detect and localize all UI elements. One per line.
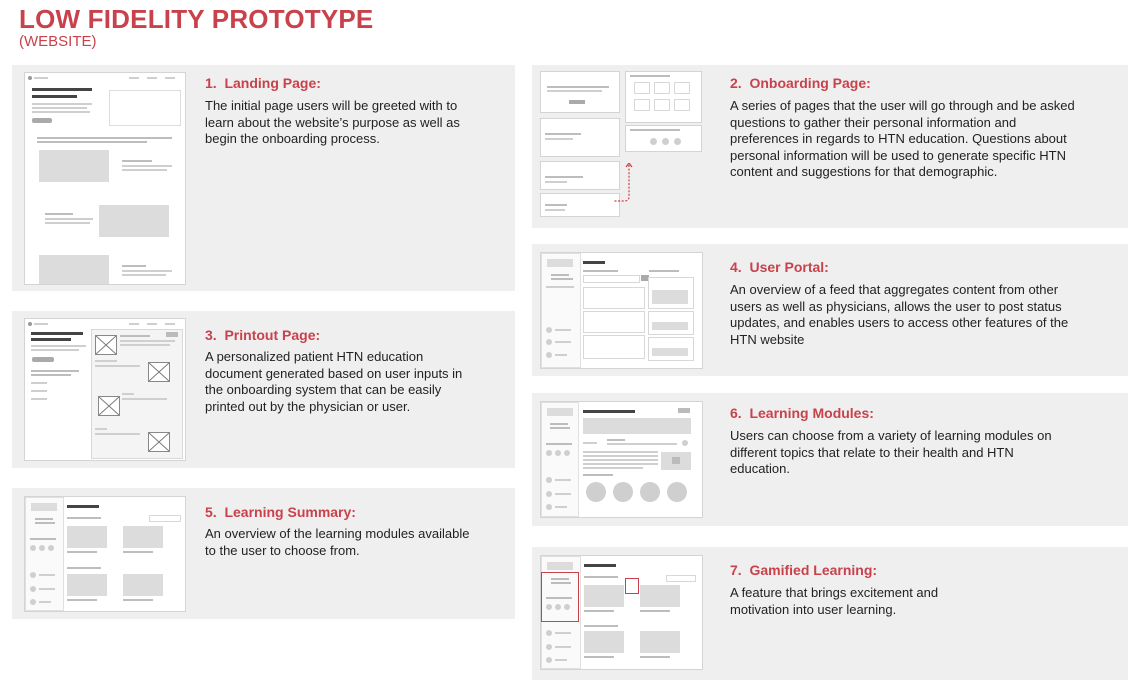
- section-heading-7: [730, 562, 877, 578]
- onboarding-welcome-screen: [540, 71, 620, 113]
- module-card[interactable]: [123, 526, 163, 548]
- logo-placeholder: [547, 408, 573, 416]
- card-learning-summary: [12, 488, 515, 619]
- module-card[interactable]: [123, 574, 163, 596]
- nav-icon[interactable]: [546, 504, 552, 510]
- module-card[interactable]: [584, 585, 624, 607]
- quiz-option[interactable]: [667, 482, 687, 502]
- module-action-button[interactable]: [678, 408, 690, 413]
- module-search-input[interactable]: [149, 515, 181, 522]
- gamified-learning-wireframe: [540, 555, 703, 670]
- intro-text: [37, 137, 172, 139]
- card-learning-modules: [532, 393, 1128, 526]
- logo-placeholder: [31, 503, 57, 511]
- nav-icon[interactable]: [546, 327, 552, 333]
- section-description: An overview of a feed that aggregates content from other users as well as physicians, allows the user to post status updates, and enables users to access other features of the HTN website: [730, 282, 1069, 347]
- section-heading-5: [205, 504, 356, 520]
- section-title: Learning Modules:: [749, 405, 874, 421]
- my-learning-title: [584, 564, 616, 567]
- nav-icon[interactable]: [546, 491, 552, 497]
- module-card[interactable]: [67, 526, 107, 548]
- nav-icon[interactable]: [30, 599, 36, 605]
- section-heading-3: [205, 327, 320, 343]
- module-title: [583, 410, 635, 413]
- feed-title: [583, 261, 605, 264]
- section-heading-2: [730, 75, 871, 91]
- section-title: Learning Summary:: [224, 504, 356, 520]
- image-placeholder-icon: [95, 335, 117, 355]
- section-description: An overview of the learning modules available to the user to choose from.: [205, 526, 470, 558]
- module-search-input[interactable]: [666, 575, 696, 582]
- section-heading-6: [730, 405, 874, 421]
- section-number: 2.: [730, 75, 742, 91]
- nav-icon[interactable]: [30, 586, 36, 592]
- video-player[interactable]: [661, 452, 691, 470]
- logo-placeholder: [547, 259, 573, 267]
- module-card[interactable]: [67, 574, 107, 596]
- progress-badge-highlight: [625, 578, 639, 594]
- card-landing-page: [12, 65, 515, 291]
- card-gamified-learning: [532, 547, 1128, 680]
- learning-module-wireframe: [540, 401, 703, 518]
- section-description: Users can choose from a variety of learning modules on different topics that relate to their health and HTN education.: [730, 428, 1052, 476]
- section-description: The initial page users will be greeted with to learn about the website’s purpose as well as begin the onboarding process.: [205, 98, 460, 146]
- onboarding-start-button[interactable]: [569, 100, 585, 104]
- page-title: LOW FIDELITY PROTOTYPE: [19, 4, 374, 34]
- section-title: Gamified Learning:: [749, 562, 878, 578]
- heart-logo-icon: [28, 76, 32, 80]
- image-placeholder-icon: [148, 432, 170, 452]
- section-number: 4.: [730, 259, 742, 275]
- print-button[interactable]: [32, 357, 54, 362]
- module-card[interactable]: [640, 585, 680, 607]
- section-description: A feature that brings excitement and motivation into user learning.: [730, 585, 939, 617]
- flow-arrow-icon: [607, 163, 637, 208]
- module-sidebar: [541, 402, 579, 517]
- nav-icon[interactable]: [546, 477, 552, 483]
- image-placeholder-icon: [98, 396, 120, 416]
- module-card[interactable]: [584, 631, 624, 653]
- feature-community-support: [45, 213, 73, 215]
- module-banner: [583, 418, 691, 434]
- learning-sidebar: [25, 497, 64, 611]
- image-placeholder-icon: [148, 362, 170, 382]
- learning-summary-wireframe: [24, 496, 186, 612]
- status-input[interactable]: [583, 275, 640, 283]
- section-number: 1.: [205, 75, 217, 91]
- feature-tailored-education: [122, 160, 152, 162]
- printout-page-wireframe: [24, 318, 186, 461]
- nav-icon[interactable]: [30, 572, 36, 578]
- section-title: Onboarding Page:: [749, 75, 871, 91]
- quiz-option[interactable]: [613, 482, 633, 502]
- hero-title: [32, 88, 92, 91]
- section-heading-1: [205, 75, 321, 91]
- card-printout-page: [12, 311, 515, 468]
- section-number: 6.: [730, 405, 742, 421]
- card-user-portal: [532, 244, 1128, 376]
- section-description: A personalized patient HTN education document generated based on user inputs in the onboarding system that can be easily printed out by the physician or user.: [205, 349, 463, 414]
- section-number: 7.: [730, 562, 742, 578]
- module-card[interactable]: [640, 631, 680, 653]
- section-title: User Portal:: [749, 259, 829, 275]
- nav-icon[interactable]: [546, 657, 552, 663]
- feed-post: [583, 311, 645, 333]
- section-description: A series of pages that the user will go through and be asked questions to gather their personal information and preferences in regards to HTN education. Questions about personal information will be used to generate specific HTN content and suggestions for that demographic.: [730, 98, 1075, 179]
- printout-document: [91, 329, 183, 459]
- feed-post: [583, 287, 645, 309]
- my-learning-title: [67, 505, 99, 508]
- page-subtitle: (WEBSITE): [19, 33, 97, 50]
- nav-icon[interactable]: [546, 644, 552, 650]
- onboarding-question-1-screen: [540, 118, 620, 157]
- quiz-option[interactable]: [640, 482, 660, 502]
- onboarding-generating-screen: [625, 125, 702, 152]
- card-onboarding-page: [532, 65, 1128, 228]
- section-number: 5.: [205, 504, 217, 520]
- feature-checkup-tools: [122, 265, 146, 267]
- portal-sidebar: [541, 253, 581, 368]
- user-portal-wireframe: [540, 252, 703, 369]
- section-title: Landing Page:: [224, 75, 321, 91]
- landing-page-wireframe: [24, 72, 186, 285]
- nav-icon[interactable]: [546, 352, 552, 358]
- printout-title: [31, 332, 83, 335]
- feed-post: [583, 335, 645, 359]
- section-number: 3.: [205, 327, 217, 343]
- achievements-highlight: [541, 572, 579, 622]
- logo-placeholder: [547, 562, 573, 570]
- section-heading-4: [730, 259, 829, 275]
- section-title: Printout Page:: [224, 327, 321, 343]
- hero-image: [109, 90, 181, 126]
- nav-icon[interactable]: [546, 339, 552, 345]
- quiz-option[interactable]: [586, 482, 606, 502]
- nav-icon[interactable]: [546, 630, 552, 636]
- physician-updates-title: [649, 270, 679, 272]
- onboarding-topics-screen: [625, 71, 702, 123]
- get-started-button[interactable]: [32, 118, 52, 123]
